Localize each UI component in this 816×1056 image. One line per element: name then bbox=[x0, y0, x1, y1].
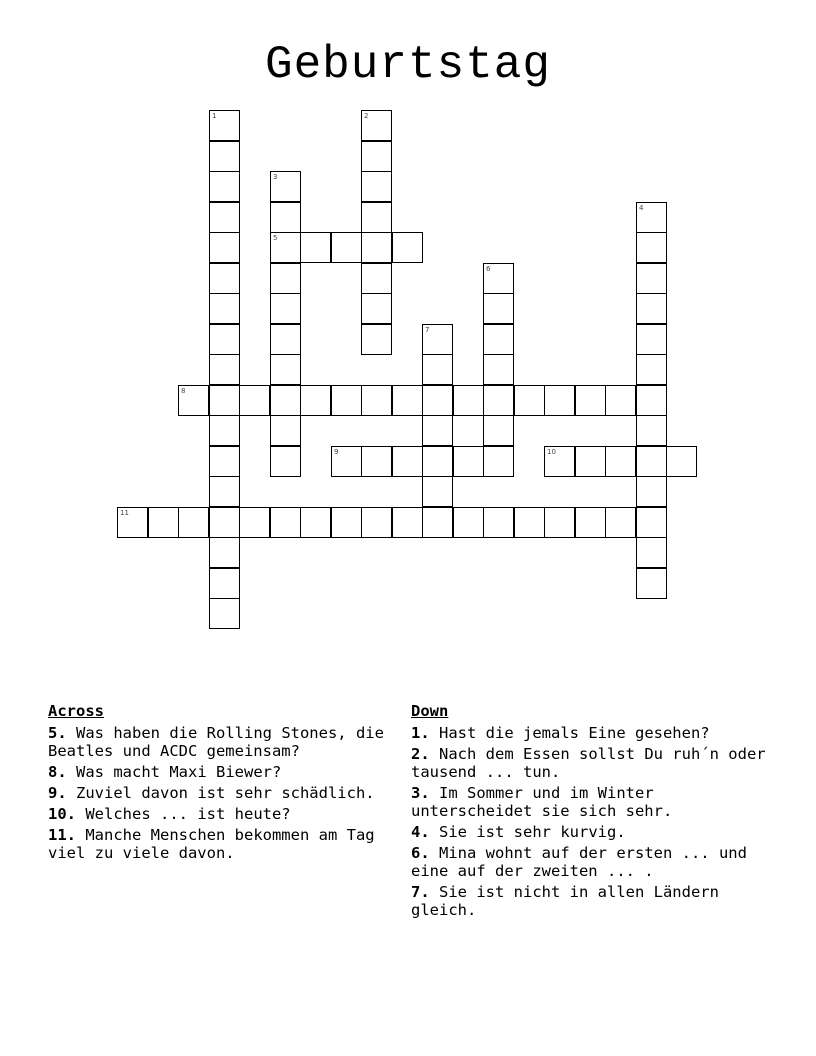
clue-text: Hast die jemals Eine gesehen? bbox=[439, 724, 710, 742]
grid-cell[interactable] bbox=[209, 354, 240, 385]
grid-cell[interactable] bbox=[575, 385, 606, 416]
cell-number: 5 bbox=[273, 234, 278, 242]
grid-cell[interactable] bbox=[209, 202, 240, 233]
grid-cell[interactable] bbox=[331, 446, 362, 477]
grid-cell[interactable] bbox=[422, 324, 453, 355]
grid-cell[interactable] bbox=[636, 354, 667, 385]
grid-cell[interactable] bbox=[392, 232, 423, 263]
grid-cell[interactable] bbox=[636, 202, 667, 233]
grid-cell[interactable] bbox=[209, 141, 240, 172]
down-clue-1 bbox=[411, 724, 771, 742]
across-clue-5 bbox=[48, 724, 398, 760]
grid-cell[interactable] bbox=[361, 324, 392, 355]
grid-cell[interactable] bbox=[331, 507, 362, 538]
grid-cell[interactable] bbox=[270, 293, 301, 324]
grid-cell[interactable] bbox=[270, 446, 301, 477]
grid-cell[interactable] bbox=[361, 446, 392, 477]
down-clues bbox=[411, 702, 771, 922]
grid-cell[interactable] bbox=[331, 385, 362, 416]
grid-cell[interactable] bbox=[422, 476, 453, 507]
grid-cell[interactable] bbox=[361, 385, 392, 416]
grid-cell[interactable] bbox=[300, 385, 331, 416]
grid-cell[interactable] bbox=[483, 263, 514, 294]
grid-cell[interactable] bbox=[544, 385, 575, 416]
across-clues bbox=[48, 702, 398, 865]
clue-number: 5. bbox=[48, 724, 67, 742]
grid-cell[interactable] bbox=[636, 385, 667, 416]
grid-cell[interactable] bbox=[636, 415, 667, 446]
grid-cell[interactable] bbox=[209, 232, 240, 263]
down-clue-7 bbox=[411, 883, 771, 919]
clue-text: Welches ... ist heute? bbox=[85, 805, 291, 823]
grid-cell[interactable] bbox=[270, 385, 301, 416]
clue-number: 8. bbox=[48, 763, 67, 781]
down-clue-4 bbox=[411, 823, 771, 841]
grid-cell[interactable] bbox=[636, 263, 667, 294]
grid-cell[interactable] bbox=[575, 507, 606, 538]
grid-cell[interactable] bbox=[209, 415, 240, 446]
clue-text: Mina wohnt auf der ersten ... und eine auf der zweiten ... . bbox=[411, 844, 747, 880]
grid-cell[interactable] bbox=[422, 415, 453, 446]
clue-text: Im Sommer und im Winter unterscheidet sie sich sehr. bbox=[411, 784, 673, 820]
down-clue-2 bbox=[411, 745, 771, 781]
down-clue-6 bbox=[411, 844, 771, 880]
grid-cell[interactable] bbox=[270, 263, 301, 294]
clue-text: Sie ist nicht in allen Ländern gleich. bbox=[411, 883, 719, 919]
down-clue-3 bbox=[411, 784, 771, 820]
grid-cell[interactable] bbox=[483, 293, 514, 324]
grid-cell[interactable] bbox=[544, 446, 575, 477]
clue-text: Sie ist sehr kurvig. bbox=[439, 823, 626, 841]
grid-cell[interactable] bbox=[636, 446, 667, 477]
grid-cell[interactable] bbox=[636, 568, 667, 599]
grid-cell[interactable] bbox=[178, 385, 209, 416]
clue-text: Manche Menschen bekommen am Tag viel zu viele davon. bbox=[48, 826, 375, 862]
grid-cell[interactable] bbox=[209, 568, 240, 599]
grid-cell[interactable] bbox=[483, 507, 514, 538]
grid-cell[interactable] bbox=[209, 446, 240, 477]
grid-cell[interactable] bbox=[239, 507, 270, 538]
puzzle-title: Geburtstag bbox=[264, 39, 552, 91]
clue-number: 6. bbox=[411, 844, 430, 862]
grid-cell[interactable] bbox=[209, 598, 240, 629]
grid-cell[interactable] bbox=[636, 293, 667, 324]
clue-text: Was haben die Rolling Stones, die Beatles und ACDC gemeinsam? bbox=[48, 724, 384, 760]
clue-number: 11. bbox=[48, 826, 76, 844]
grid-cell[interactable] bbox=[514, 507, 545, 538]
grid-cell[interactable] bbox=[270, 171, 301, 202]
clue-number: 1. bbox=[411, 724, 430, 742]
clue-text: Nach dem Essen sollst Du ruh´n oder tausend ... tun. bbox=[411, 745, 766, 781]
cell-number: 11 bbox=[120, 509, 129, 517]
grid-cell[interactable] bbox=[361, 232, 392, 263]
grid-cell[interactable] bbox=[239, 385, 270, 416]
grid-cell[interactable] bbox=[209, 507, 240, 538]
grid-cell[interactable] bbox=[270, 507, 301, 538]
grid-cell[interactable] bbox=[636, 507, 667, 538]
grid-cell[interactable] bbox=[453, 446, 484, 477]
grid-cell[interactable] bbox=[605, 446, 636, 477]
grid-cell[interactable] bbox=[392, 446, 423, 477]
across-clue-11 bbox=[48, 826, 398, 862]
grid-cell[interactable] bbox=[209, 476, 240, 507]
cell-number: 7 bbox=[425, 326, 430, 334]
grid-cell[interactable] bbox=[209, 110, 240, 141]
grid-cell[interactable] bbox=[361, 202, 392, 233]
grid-cell[interactable] bbox=[300, 507, 331, 538]
grid-cell[interactable] bbox=[178, 507, 209, 538]
grid-cell[interactable] bbox=[270, 415, 301, 446]
grid-cell[interactable] bbox=[148, 507, 179, 538]
clue-number: 2. bbox=[411, 745, 430, 763]
down-heading: Down bbox=[411, 702, 449, 720]
cell-number: 4 bbox=[639, 204, 644, 212]
grid-cell[interactable] bbox=[270, 354, 301, 385]
grid-cell[interactable] bbox=[514, 385, 545, 416]
grid-cell[interactable] bbox=[300, 232, 331, 263]
grid-cell[interactable] bbox=[270, 232, 301, 263]
grid-cell[interactable] bbox=[209, 263, 240, 294]
grid-cell[interactable] bbox=[361, 110, 392, 141]
grid-cell[interactable] bbox=[392, 385, 423, 416]
across-heading: Across bbox=[48, 702, 104, 720]
across-clue-10 bbox=[48, 805, 398, 823]
grid-cell[interactable] bbox=[209, 171, 240, 202]
cell-number: 9 bbox=[334, 448, 339, 456]
cell-number: 8 bbox=[181, 387, 186, 395]
grid-cell[interactable] bbox=[483, 324, 514, 355]
clue-number: 4. bbox=[411, 823, 430, 841]
clue-number: 7. bbox=[411, 883, 430, 901]
grid-cell[interactable] bbox=[605, 507, 636, 538]
grid-cell[interactable] bbox=[636, 476, 667, 507]
grid-cell[interactable] bbox=[361, 293, 392, 324]
grid-cell[interactable] bbox=[636, 324, 667, 355]
clue-number: 10. bbox=[48, 805, 76, 823]
grid-cell[interactable] bbox=[422, 507, 453, 538]
cell-number: 2 bbox=[364, 112, 369, 120]
grid-cell[interactable] bbox=[453, 507, 484, 538]
cell-number: 10 bbox=[547, 448, 556, 456]
grid-cell[interactable] bbox=[361, 141, 392, 172]
grid-cell[interactable] bbox=[209, 324, 240, 355]
clue-number: 9. bbox=[48, 784, 67, 802]
grid-cell[interactable] bbox=[117, 507, 148, 538]
grid-cell[interactable] bbox=[483, 446, 514, 477]
clue-text: Zuviel davon ist sehr schädlich. bbox=[76, 784, 375, 802]
grid-cell[interactable] bbox=[270, 202, 301, 233]
grid-cell[interactable] bbox=[361, 507, 392, 538]
grid-cell[interactable] bbox=[361, 263, 392, 294]
grid-cell[interactable] bbox=[209, 293, 240, 324]
cell-number: 3 bbox=[273, 173, 278, 181]
grid-cell[interactable] bbox=[453, 385, 484, 416]
grid-cell[interactable] bbox=[605, 385, 636, 416]
grid-cell[interactable] bbox=[483, 415, 514, 446]
grid-cell[interactable] bbox=[636, 537, 667, 568]
grid-cell[interactable] bbox=[422, 354, 453, 385]
grid-cell[interactable] bbox=[270, 324, 301, 355]
grid-cell[interactable] bbox=[483, 385, 514, 416]
cell-number: 1 bbox=[212, 112, 217, 120]
grid-cell[interactable] bbox=[575, 446, 606, 477]
grid-cell[interactable] bbox=[209, 537, 240, 568]
grid-cell[interactable] bbox=[666, 446, 697, 477]
grid-cell[interactable] bbox=[422, 385, 453, 416]
grid-cell[interactable] bbox=[483, 354, 514, 385]
cell-number: 6 bbox=[486, 265, 491, 273]
grid-cell[interactable] bbox=[544, 507, 575, 538]
clue-number: 3. bbox=[411, 784, 430, 802]
clue-text: Was macht Maxi Biewer? bbox=[76, 763, 282, 781]
across-clue-8 bbox=[48, 763, 398, 781]
grid-cell[interactable] bbox=[422, 446, 453, 477]
grid-cell[interactable] bbox=[392, 507, 423, 538]
grid-cell[interactable] bbox=[331, 232, 362, 263]
grid-cell[interactable] bbox=[361, 171, 392, 202]
across-clue-9 bbox=[48, 784, 398, 802]
grid-cell[interactable] bbox=[636, 232, 667, 263]
grid-cell[interactable] bbox=[209, 385, 240, 416]
